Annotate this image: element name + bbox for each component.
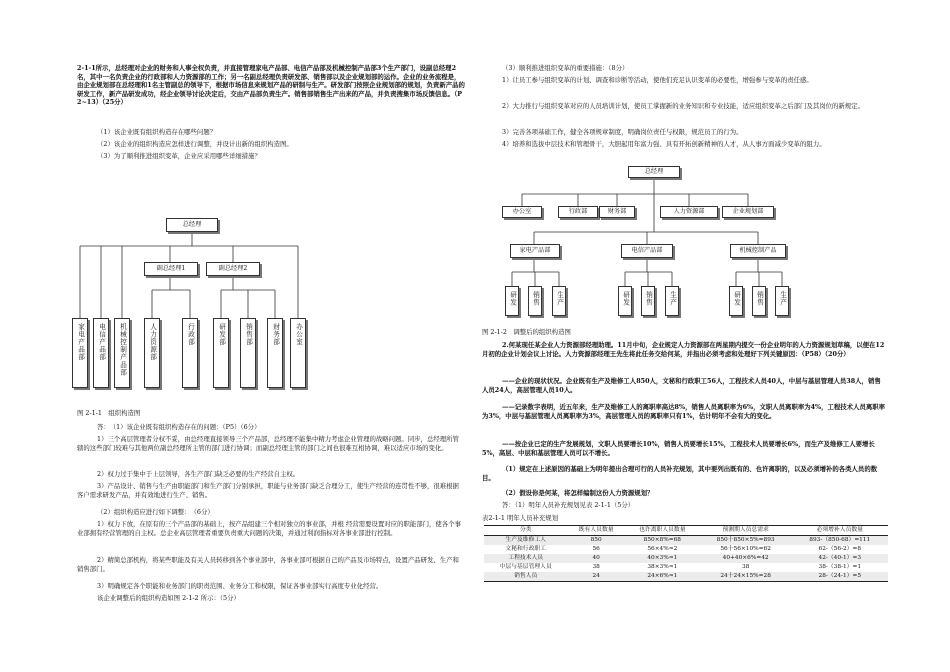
- fig-2-1-1-caption: 图 2-1-1 组织构造图: [77, 409, 141, 417]
- cell: 56十56×10%=62: [720, 546, 771, 552]
- cell: 38-（38-1）=1: [818, 564, 862, 570]
- cell: 38: [741, 564, 750, 570]
- cell: 38: [592, 564, 600, 570]
- cell: 中层与基层管理人员: [499, 564, 552, 570]
- cell: 850×8%=68: [625, 536, 700, 546]
- table-row: [484, 545, 888, 554]
- cell: 893-（850-68）=111: [792, 536, 888, 546]
- org2-leaf-sales: 销售: [752, 286, 766, 316]
- answer-3-1: 1）让员工参与组织变革的计划、调查和诊断等活动，使他们充足认识变革的必要性，增强参与变革的责任感。: [502, 76, 813, 84]
- org2-telecom-division: 电信产品部: [621, 244, 673, 258]
- cell: 24: [567, 572, 625, 582]
- cell: 24×6%≈1: [625, 572, 700, 582]
- cell: 62-（56-2）=8: [818, 546, 862, 552]
- answer-2-2: 2）精简总部机构，将某些职能及有关人员转移到各个事业部中，各事业部可根据自己的产品及市场特点，设置产品研发、生产和销售部门。: [77, 556, 459, 573]
- fig-2-1-2-caption: 图 2-1-2 调整后的组织构造图: [482, 328, 571, 336]
- org1-dept-hr: 人力资源部: [144, 318, 160, 388]
- org2-leaf-rnd: 研发: [618, 286, 632, 316]
- cell: 文秘和行政职工: [505, 546, 546, 552]
- org2-planning: 企业规划部: [722, 206, 774, 218]
- answer-2-title: （2）组织构造应进行如下调整： （6分）: [97, 508, 214, 516]
- cell: 40×3%≈1: [625, 554, 700, 563]
- answer-1-title: 答： （1）该企业既有组织构造存在的问题：（P5）（6分）: [97, 423, 261, 431]
- cell: 56×4%≈2: [647, 546, 678, 552]
- answer-1-3: 3）产品设计、销售与生产由职能部门和生产部门分别承担，职能与业务部门缺乏合理分工，使生产经营的连贯性不够，很难根据客户需求研发产品，并有效地进行生产、销售。: [77, 482, 459, 499]
- cell: 40+40×6%=42: [700, 554, 792, 563]
- cell: 56: [592, 546, 600, 552]
- table-row: [484, 572, 888, 582]
- q2-answer-1-title: 答：（1）明年人员补充规划见表 2-1-1（5分）: [502, 501, 635, 509]
- cell: 28-（24-1）=5: [792, 572, 888, 582]
- q1-intro: 2-1-1所示，总经理对企业的财务和人事全权负责，并直接管理家电产品部、电信产品部及机械控制产品部3个生产部门，设副总经理2名，其中一名负责企业的行政部和人力资源部的工作；另一名副总经理负责研发部、销售部以及企业规划部的运作。企业的业务流程是，由企业规划部在总经理和1名主管副总的领导下，根据市场信息来规划产品的研制与生产。研发部门按照企业规划部的规划，负责新产品的研发工作，新产品研发成功，经企业领导讨论决定后，交由产品部负责生产。销售部销售生产出来的产品，并负责搜集市场反馈信息。（P2~13）（25分）: [77, 64, 465, 107]
- cell: 24十24×15%=28: [700, 572, 792, 582]
- q2-question-1: （1）规定在上述原因的基础上为明年提出合理可行的人员补充规划，其中要列出既有的、也许离职的，以及必须增补的各类人员的数目。: [482, 465, 878, 482]
- q2-question-2: （2）假设你是何某，将怎样编制这份人力资源规划？: [502, 489, 654, 497]
- answer-1-2: 2）权力过于集中于上层领导，各生产部门缺乏必要的生产经营自主权。: [97, 470, 300, 478]
- org1-vice-manager-1: 副总经理1: [144, 262, 198, 276]
- org2-leaf-production: 生产: [552, 286, 566, 316]
- answer-2-3: 3）明确规定各个职能和业务部门的职责范围、业务分工和权限，保证各事业部实行高度专业化经营。: [97, 582, 383, 590]
- org2-admin: 行政部: [558, 206, 598, 218]
- table-2-1-1-caption: 表2-1-1 明年人员补充规划: [482, 514, 559, 522]
- org1-dept-sales: 销售部: [240, 318, 256, 388]
- org1-dept-mechanical: 机械控制产品部: [114, 318, 130, 388]
- cell: 生产及维修工人: [484, 536, 567, 546]
- org2-appliance-division: 家电产品部: [510, 244, 560, 258]
- answer-2-chart-note: 该企业调整后的组织构造如图 2-1-2 所示：（5分）: [97, 594, 240, 602]
- cell: 850: [567, 536, 625, 546]
- org1-dept-telecom: 电信产品部: [93, 318, 109, 388]
- org2-general-manager: 总经理: [628, 166, 680, 178]
- org1-dept-rnd: 研发部: [213, 318, 229, 388]
- q1-question-3: （3）为了顺利推进组织变革，企业应采用哪些详细措施？: [97, 152, 261, 160]
- org2-mechanical-division: 机械控制产品: [730, 244, 786, 258]
- q2-intro: 2.何某现任某企业人力资源部经理助理。11月中旬，企业规定人力资源部在两星期内提交一份企业明年的人力资源规划草稿，以便在12月初的企业计划会议上讨论。人力资源部经理王先生将此任务交给何某，并指出必须考虑和处理好下列关键原因：（P58）（20分）: [482, 341, 885, 358]
- cell: 38×3%≈1: [647, 564, 678, 570]
- org2-hr: 人力资源部: [660, 206, 718, 218]
- q1-question-1: （1）该企业既有组织构造存在哪些问题？: [97, 128, 217, 136]
- answer-2-1: 1）权力下放，在原有的三个产品部的基础上，按产品组建三个相对独立的事业部，并根 经营需要设置对应的职能部门，使各个事业部拥有经营管理的自主权。总企业高层管理者重要负责重大问题的决策，并通过利润指标对各事业部进行控制。: [77, 520, 461, 537]
- th-needed: 必须增补人员数量: [792, 526, 888, 536]
- table-row: [484, 536, 888, 546]
- answer-3-3: 3）完善各项基础工作，健全各项规章制度，明确岗位责任与权限，规范员工的行为。: [502, 128, 743, 136]
- cell: 工程技术人员: [484, 554, 567, 563]
- org2-leaf-sales: 销售: [528, 286, 542, 316]
- th-demand: 预测期人员总需求: [700, 526, 792, 536]
- org2-finance: 财务部: [599, 206, 635, 218]
- answer-3-4: 4）培养和选拔中层技术和管理骨干，大胆起用年富力强、具有开拓创新精神的人才，从人事方面减少变革的阻力。: [502, 140, 826, 148]
- answer-3-title: （3）顺利推进组织变革的重要措施：（8分）: [502, 64, 629, 72]
- q2-stats: ——记录数字表明，近五年来，生产及维修工人的离职率高达8%，销售人员离职率为6%，文职人员离职率为4%，工程技术人员离职率为3%，中层与基层管理人员离职率为3%，高层管理人员的离职率只有1%，估计明年不会有大的变化。: [482, 403, 886, 420]
- answer-1-1: 1）三个高层管理者分权不妥，由总经理直接领导三个产品部，总经理不能集中精力考虑企业管理的战略问题。同步，总经理所管辖的这些部门较难与其他两位副总经理所主管的部门进行协调；而副总经理主管的部门之间也很难互相协调，难以适应市场的变化。: [77, 435, 459, 452]
- org1-dept-admin: 行政部: [182, 318, 198, 388]
- staffing-plan-table: [484, 525, 888, 582]
- org1-dept-office: 办公室: [290, 318, 306, 388]
- org2-leaf-production: 生产: [775, 286, 789, 316]
- cell: 40: [567, 554, 625, 563]
- th-existing: 既有人员数量: [567, 526, 625, 536]
- table-row: [484, 554, 888, 563]
- th-category: 分类: [484, 526, 567, 536]
- q2-status: ——企业的现状状况。企业既有生产及维修工人850人，文秘和行政职工56人，工程技术人员40人，中层与基层管理人员38人，销售人员24人，高层管理人员10人。: [482, 377, 881, 394]
- cell: 42-（40-1）=3: [792, 554, 888, 563]
- org1-dept-finance: 财务部: [267, 318, 283, 388]
- q1-question-2: （2）该企业的组织构造应怎样进行调整，并设计出新的组织构造图。: [97, 140, 293, 148]
- org1-vice-manager-2: 副总经理2: [206, 262, 260, 276]
- org2-leaf-production: 生产: [665, 286, 679, 316]
- org1-general-manager: 总经理: [166, 218, 218, 232]
- cell: 销售人员: [484, 572, 567, 582]
- org2-leaf-sales: 销售: [641, 286, 655, 316]
- org2-office: 办公室: [502, 206, 542, 218]
- q2-plan: ——按企业已定的生产发展规划，文职人员要增长10%，销售人员要增长15%，工程技术人员要增长6%，而生产及维修工人要增长5%，高层、中层和基层管理人员可以不增长。: [482, 440, 875, 457]
- cell: 850十850×5%=893: [700, 536, 792, 546]
- table-row: [484, 563, 888, 572]
- th-leaving: 也许离职人员数量: [625, 526, 700, 536]
- org1-dept-appliance: 家电产品部: [72, 318, 88, 388]
- org2-leaf-rnd: 研发: [505, 286, 519, 316]
- answer-3-2: 2）大力推行与组织变革对应的人员培训计划，使员工掌握新的业务知识和专业技能，适应组织变革之后部门及其岗位的新规定。: [502, 102, 864, 110]
- org2-leaf-rnd: 研发: [729, 286, 743, 316]
